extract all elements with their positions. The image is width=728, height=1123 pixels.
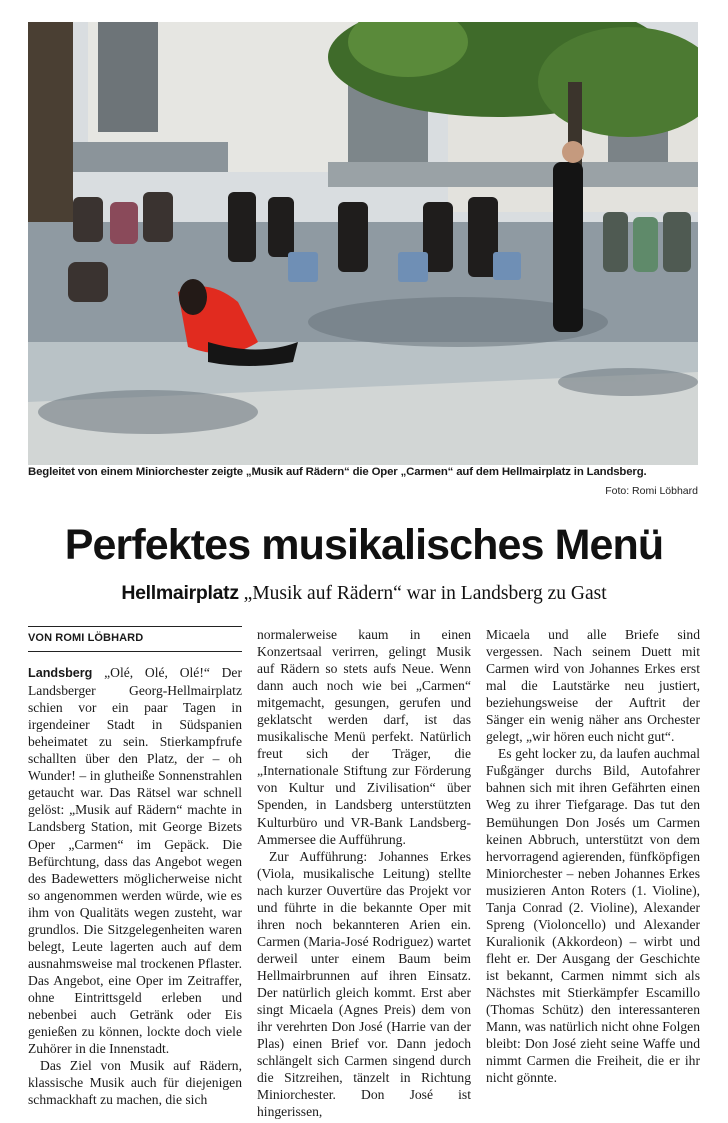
photo-credit: Foto: Romi Löbhard bbox=[605, 485, 698, 497]
subheadline-text: „Musik auf Rädern“ war in Landsberg zu Gast bbox=[243, 583, 607, 604]
article-paragraph: normalerweise kaum in einen Konzertsaal verirren, gelingt Musik auf Rädern so stets aufs Neue. Wenn dann auch noch wie bei „Carmen“ mitgemacht, gesungen, gerufen und geklatscht werden darf, ist das musikalische Menü perfekt. Natürlich freut sich der Träger, die „Internationale Stiftung zur Förderung von Kultur und Zivilisation“ über Spenden, in Landsberg unterstützten Kulturbüro und VR-Bank Landsberg-Ammersee die Aufführung. bbox=[257, 627, 471, 847]
article-column-1 bbox=[28, 626, 242, 1108]
photo-scene bbox=[28, 22, 698, 465]
article-paragraph: Micaela und alle Briefe sind vergessen. Nach seinem Duett mit Carmen wird von Johannes Erkes erst mal die Lautstärke neu justiert, beziehungsweise der Auftrit der Sänger ein wenig näher ans Orchester gelegt, „wir hören euch nicht gut“. bbox=[486, 627, 700, 745]
dateline: Landsberg bbox=[28, 666, 93, 681]
byline: VON ROMI LÖBHARD bbox=[28, 626, 242, 652]
article-column-3 bbox=[486, 626, 700, 1086]
headline: Perfektes musikalisches Menü bbox=[64, 521, 664, 569]
article-paragraph bbox=[28, 664, 242, 1057]
paragraph-text: „Olé, Olé, Olé!“ Der Landsberger Georg-Hellmairplatz schien vor ein paar Tagen in irgendeiner Stadt in Südspanien beheimatet zu sein. Stierkampfrufe schallten über den Platz, der – oh Wunder! – in glutheiße Sonnenstrahlen getaucht war. Das Rätsel war schnell gelöst: „Musik auf Rädern“ machte in Landsberg Station, mit George Bizets Oper „Carmen“ im Gepäck. Die Befürchtung, dass das Angebot wegen des Badewetters möglicherweise nicht so angenommen werden würde, wie es ihm von Qualitäts wegen zusteht, war grundlos. Die Sitzgelegenheiten waren belegt, Leute lagerten auch auf dem ausnahmsweise mal trockenen Pflaster. Das Angebot, eine Oper im Zeitraffer, ohne Eintrittsgeld erleben und nebenbei auch Getränk oder Eis genießen zu können, lockte doch viele Zuhörer in die Innenstadt. bbox=[28, 665, 242, 1057]
article-paragraph: Es geht locker zu, da laufen auchmal Fußgänger durchs Bild, Autofahrer bahnen sich mit ihren Gefährten einen Weg zu ihrer Tiefgarage. Das tut den Bemühungen Don Josés um Carmen keinen Abbruch, unterstützt von dem hervorragend agierenden, fünfköpfigen Miniorchester – neben Johannes Erkes musizieren Anton Roters (1. Violine), Tanja Conrad (2. Violine), Alexander Spreng (Violoncello) und Alexander Kuralionik (Akkordeon) – wirbt und fleht er. Der Ausgang der Geschichte ist bekannt, Carmen nimmt sich als Nächstes mit Stierkämpfer Escamillo (Thomas Schütz) den interessanteren Mann, was natürlich nicht ohne Folgen bleibt: Don José zieht seine Waffe und nimmt Carmen die Freiheit, die er ihr nicht gönnte. bbox=[486, 746, 700, 1086]
article-paragraph: Zur Aufführung: Johannes Erkes (Viola, musikalische Leitung) stellte nach kurzer Ouvertüre das Projekt vor und führte in die bekannte Oper mit ihren noch bekannteren Arien ein. Carmen (Maria-José Rodriguez) wartet derweil unter einem Baum beim Hellmairbrunnen auf ihren Einsatz. Der natürlich gleich kommt. Erst aber singt Micaela (Agnes Preis) dem von ihr verehrten Don José (Harrie van der Plas) einen Brief vor. Dann jedoch schlängelt sich Carmen singend durch die Sitzreihen, tänzelt in Richtung Miniorchester. Don José ist hingerissen, bbox=[257, 848, 471, 1120]
article-paragraph: Das Ziel von Musik auf Rädern, klassische Musik auch für diejenigen schmackhaft zu machen, die sich bbox=[28, 1058, 242, 1108]
article-photo bbox=[28, 22, 698, 465]
subheadline-kicker: Hellmairplatz bbox=[121, 582, 239, 604]
photo-caption: Begleitet von einem Miniorchester zeigte „Musik auf Rädern“ die Oper „Carmen“ auf dem Hellmairplatz in Landsberg. bbox=[28, 466, 647, 478]
subheadline bbox=[0, 582, 728, 605]
article-column-2 bbox=[257, 626, 471, 1120]
